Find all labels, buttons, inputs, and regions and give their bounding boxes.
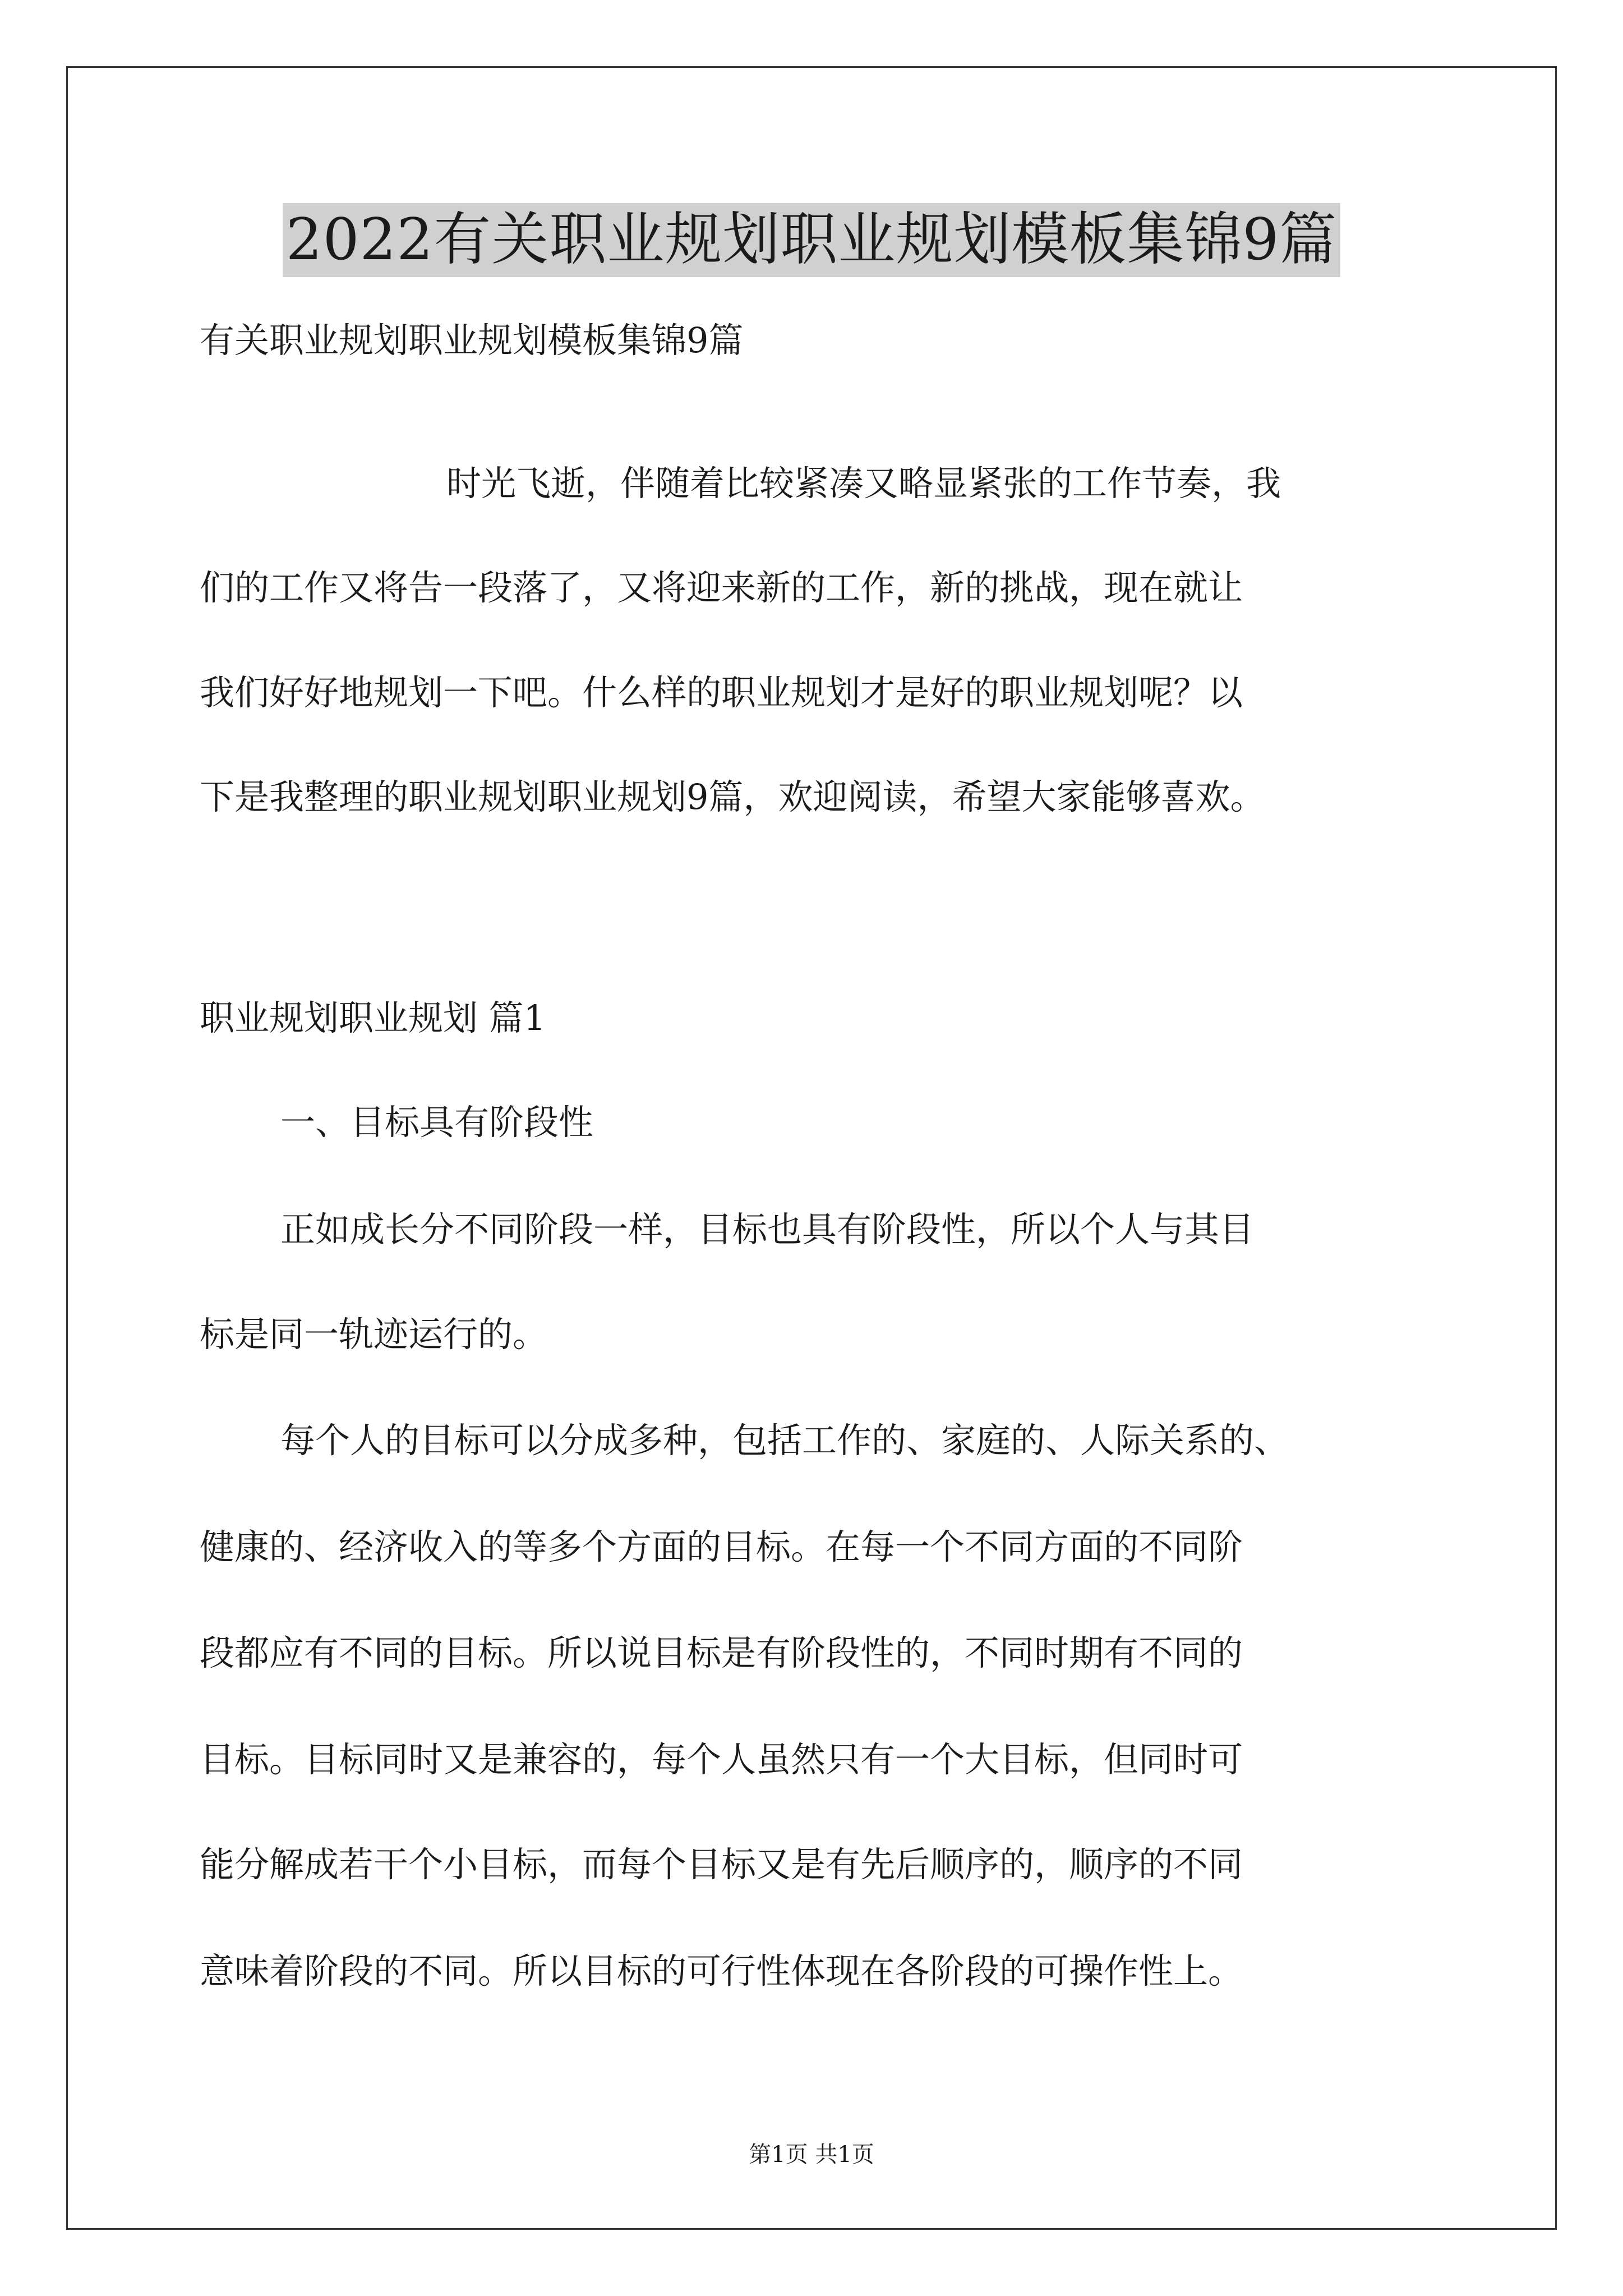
para2-line-3: 段都应有不同的目标。所以说目标是有阶段性的，不同时期有不同的 (200, 1632, 1243, 1673)
para2-line-2: 健康的、经济收入的等多个方面的目标。在每一个不同方面的不同阶 (200, 1526, 1243, 1567)
para1-line-2: 标是同一轨迹运行的。 (200, 1314, 548, 1355)
intro-line-4: 下是我整理的职业规划职业规划9篇，欢迎阅读，希望大家能够喜欢。 (200, 776, 1265, 817)
para2-line-1: 每个人的目标可以分成多种，包括工作的、家庭的、人际关系的、 (280, 1420, 1289, 1461)
title-container (0, 203, 1623, 277)
page-border (66, 66, 1557, 2230)
para2-line-5: 能分解成若干个小目标，而每个目标又是有先后顺序的，顺序的不同 (200, 1844, 1243, 1885)
document-title: 2022有关职业规划职业规划模板集锦9篇 (283, 203, 1340, 277)
document-subtitle: 有关职业规划职业规划模板集锦9篇 (200, 320, 744, 361)
para2-line-6: 意味着阶段的不同。所以目标的可行性体现在各阶段的可操作性上。 (200, 1950, 1243, 1991)
para1-line-1: 正如成长分不同阶段一样，目标也具有阶段性，所以个人与其目 (280, 1209, 1255, 1250)
section-heading: 职业规划职业规划 篇1 (200, 997, 546, 1038)
subheading: 一、目标具有阶段性 (280, 1102, 594, 1143)
para2-line-4: 目标。目标同时又是兼容的，每个人虽然只有一个大目标，但同时可 (200, 1739, 1243, 1780)
intro-line-3: 我们好好地规划一下吧。什么样的职业规划才是好的职业规划呢？以 (200, 672, 1243, 713)
intro-line-2: 们的工作又将告一段落了，又将迎来新的工作，新的挑战，现在就让 (200, 567, 1243, 608)
intro-line-1: 时光飞逝，伴随着比较紧凑又略显紧张的工作节奏，我 (446, 463, 1281, 504)
page-footer: 第1页 共1页 (749, 2142, 874, 2168)
